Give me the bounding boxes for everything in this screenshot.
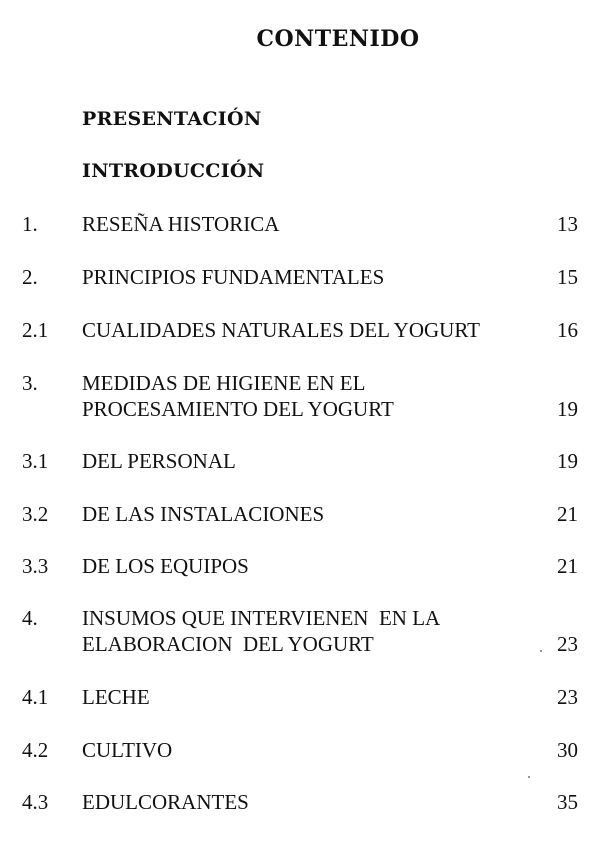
entry-title-line: EDULCORANTES [82, 790, 249, 814]
scan-speck [540, 650, 542, 652]
entry-title-line: CULTIVO [82, 738, 173, 762]
entry-title [82, 553, 522, 579]
entry-title [82, 448, 522, 474]
entry-title [82, 684, 522, 710]
entry-title-line: MEDIDAS DE HIGIENE EN EL [82, 371, 366, 395]
entry-page-number: 19 [557, 449, 578, 473]
entry-page-number: 23 [557, 685, 578, 709]
entry-number: 2.1 [22, 318, 49, 342]
entry-title [82, 264, 522, 290]
entry-title-line: PRINCIPIOS FUNDAMENTALES [82, 265, 385, 289]
entry-title [82, 605, 522, 657]
entry-page-number: 16 [557, 318, 578, 342]
entry-title-line: RESEÑA HISTORICA [82, 212, 280, 236]
entry-title-line: DE LOS EQUIPOS [82, 554, 249, 578]
entry-title [82, 370, 522, 422]
entry-page-number: 15 [557, 265, 578, 289]
entry-title [82, 211, 522, 237]
entry-number: 3.1 [22, 449, 49, 473]
entry-page-number: 21 [557, 554, 578, 578]
page-title: CONTENIDO [256, 26, 420, 52]
entry-title [82, 737, 522, 763]
entry-page-number: 13 [557, 212, 578, 236]
entry-title-line: INSUMOS QUE INTERVIENEN EN LA [82, 606, 441, 630]
heading-introduccion: INTRODUCCIÓN [82, 160, 265, 182]
entry-page-number: 19 [557, 397, 578, 421]
entry-title-line: PROCESAMIENTO DEL YOGURT [82, 397, 394, 421]
entry-title [82, 789, 522, 815]
entry-number: 3. [22, 371, 38, 395]
entry-title-line: CUALIDADES NATURALES DEL YOGURT [82, 318, 480, 342]
entry-page-number: 35 [557, 790, 578, 814]
scan-speck [528, 776, 530, 778]
entry-page-number: 23 [557, 632, 578, 656]
entry-number: 2. [22, 265, 38, 289]
entry-page-number: 30 [557, 738, 578, 762]
entry-page-number: 21 [557, 502, 578, 526]
entry-number: 4.2 [22, 738, 49, 762]
entry-number: 4. [22, 606, 38, 630]
entry-title-line: DE LAS INSTALACIONES [82, 502, 325, 526]
entry-title-line: ELABORACION DEL YOGURT [82, 632, 374, 656]
entry-number: 1. [22, 212, 38, 236]
entry-title [82, 317, 522, 343]
entry-title-line: LECHE [82, 685, 150, 709]
entry-title-line: DEL PERSONAL [82, 449, 236, 473]
entry-title [82, 501, 522, 527]
entry-number: 4.3 [22, 790, 49, 814]
entry-number: 3.3 [22, 554, 49, 578]
heading-presentacion: PRESENTACIÓN [82, 108, 262, 130]
entry-number: 4.1 [22, 685, 49, 709]
entry-number: 3.2 [22, 502, 49, 526]
